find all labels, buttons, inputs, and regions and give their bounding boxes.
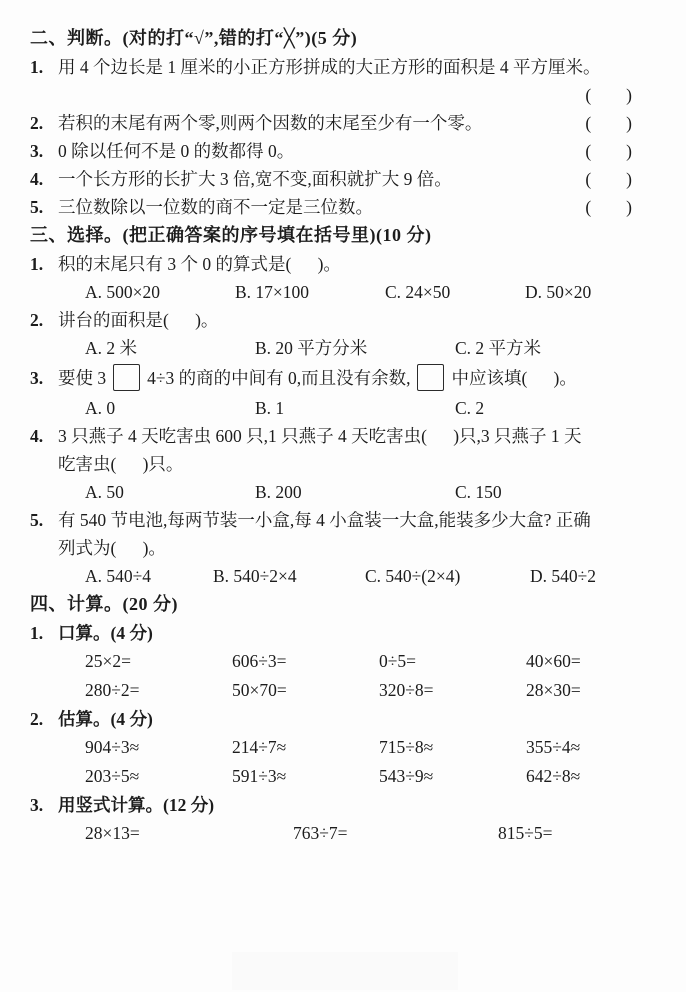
choice-item-1-option-a: A. 500×20 bbox=[85, 282, 161, 302]
choice-item-3-blank-box-2 bbox=[417, 364, 444, 391]
oral-calc-expr: 25×2= bbox=[85, 651, 131, 671]
choice-item-5-line2: 列式为( )。 bbox=[58, 538, 166, 558]
oral-calc-expr: 320÷8= bbox=[379, 680, 434, 700]
judge-item-2-answer-bracket: ( ) bbox=[585, 113, 632, 133]
scan-artifact bbox=[232, 952, 458, 990]
choice-item-3-option-c: C. 2 bbox=[455, 398, 485, 418]
calc-sub-3-title: 用竖式计算。(12 分) bbox=[58, 795, 215, 815]
calc-sub-1-number: 1. bbox=[30, 623, 44, 643]
judge-item-4-text: 一个长方形的长扩大 3 倍,宽不变,面积就扩大 9 倍。 bbox=[58, 169, 452, 189]
choice-item-4-option-b: B. 200 bbox=[255, 482, 302, 502]
choice-item-4 bbox=[30, 422, 678, 478]
choice-item-4-text bbox=[58, 422, 678, 478]
choice-item-5-option-b: B. 540÷2×4 bbox=[213, 566, 297, 586]
choice-item-3-option-a: A. 0 bbox=[85, 398, 116, 418]
oral-calc-expr: 28×30= bbox=[526, 680, 581, 700]
choice-item-5-option-d: D. 540÷2 bbox=[530, 566, 596, 586]
choice-item-3 bbox=[30, 362, 678, 394]
oral-calc-row-1 bbox=[85, 647, 678, 676]
estimate-calc-row-1 bbox=[85, 733, 678, 762]
choice-item-4-number: 4. bbox=[30, 426, 44, 446]
choice-item-5-text bbox=[58, 506, 678, 562]
section4-title: 四、计算。(20 分) bbox=[30, 594, 178, 614]
choice-item-5-option-c: C. 540÷(2×4) bbox=[365, 566, 461, 586]
judge-item-5 bbox=[30, 193, 678, 221]
judge-item-3-answer-bracket: ( ) bbox=[585, 141, 632, 161]
judge-item-4 bbox=[30, 165, 678, 193]
choice-item-3-number: 3. bbox=[30, 368, 44, 388]
choice-item-2-options bbox=[85, 334, 678, 362]
judge-item-1 bbox=[30, 53, 678, 81]
choice-item-3-option-b: B. 1 bbox=[255, 398, 285, 418]
oral-calc-expr: 50×70= bbox=[232, 680, 287, 700]
choice-item-5-options bbox=[85, 562, 678, 590]
choice-item-2-option-c: C. 2 平方米 bbox=[455, 338, 542, 358]
estimate-calc-expr: 642÷8≈ bbox=[526, 766, 581, 786]
choice-item-1-options bbox=[85, 278, 678, 306]
judge-item-1-text: 用 4 个边长是 1 厘米的小正方形拼成的大正方形的面积是 4 平方厘米。 bbox=[58, 57, 601, 77]
estimate-calc-expr: 203÷5≈ bbox=[85, 766, 140, 786]
judge-item-2-text: 若积的末尾有两个零,则两个因数的末尾至少有一个零。 bbox=[58, 113, 483, 133]
oral-calc-row-2 bbox=[85, 676, 678, 705]
choice-item-3-text-mid: 4÷3 的商的中间有 0,而且没有余数, bbox=[147, 368, 411, 388]
choice-item-1-option-d: D. 50×20 bbox=[525, 282, 592, 302]
calc-sub-2-number: 2. bbox=[30, 709, 44, 729]
judge-item-4-number: 4. bbox=[30, 169, 44, 189]
judge-item-1-number: 1. bbox=[30, 57, 44, 77]
section3-title: 三、选择。(把正确答案的序号填在括号里)(10 分) bbox=[30, 225, 432, 245]
oral-calc-expr: 606÷3= bbox=[232, 651, 287, 671]
choice-item-4-option-a: A. 50 bbox=[85, 482, 124, 502]
section2-title: 二、判断。(对的打“√”,错的打“╳”)(5 分) bbox=[30, 28, 358, 48]
vertical-calc-expr: 815÷5= bbox=[498, 823, 553, 843]
vertical-calc-expr: 28×13= bbox=[85, 823, 140, 843]
calc-sub-3-header bbox=[30, 791, 678, 819]
choice-item-3-options bbox=[85, 394, 678, 422]
judge-item-2 bbox=[30, 109, 678, 137]
choice-item-1-number: 1. bbox=[30, 254, 44, 274]
choice-item-4-options bbox=[85, 478, 678, 506]
judge-item-4-answer-bracket: ( ) bbox=[585, 169, 632, 189]
calc-sub-1-header bbox=[30, 619, 678, 647]
choice-item-3-text bbox=[58, 362, 678, 394]
choice-item-2-option-b: B. 20 平方分米 bbox=[255, 338, 368, 358]
judge-item-1-answer-bracket: ( ) bbox=[585, 85, 632, 105]
vertical-calc-row bbox=[85, 819, 678, 848]
estimate-calc-expr: 715÷8≈ bbox=[379, 737, 434, 757]
choice-item-3-text-after: 中应该填( )。 bbox=[451, 368, 577, 388]
judge-item-3 bbox=[30, 137, 678, 165]
choice-item-1-option-b: B. 17×100 bbox=[235, 282, 310, 302]
choice-item-1-option-c: C. 24×50 bbox=[385, 282, 451, 302]
estimate-calc-expr: 591÷3≈ bbox=[232, 766, 287, 786]
choice-item-2-number: 2. bbox=[30, 310, 44, 330]
estimate-calc-expr: 355÷4≈ bbox=[526, 737, 581, 757]
choice-item-2 bbox=[30, 306, 678, 334]
choice-item-1-text: 积的末尾只有 3 个 0 的算式是( )。 bbox=[58, 254, 341, 274]
judge-item-2-number: 2. bbox=[30, 113, 44, 133]
choice-item-5-number: 5. bbox=[30, 510, 44, 530]
choice-item-4-line2: 吃害虫( )只。 bbox=[58, 454, 184, 474]
oral-calc-expr: 280÷2= bbox=[85, 680, 140, 700]
judge-item-5-text: 三位数除以一位数的商不一定是三位数。 bbox=[58, 197, 373, 217]
oral-calc-expr: 0÷5= bbox=[379, 651, 416, 671]
vertical-calc-expr: 763÷7= bbox=[293, 823, 348, 843]
judge-item-5-number: 5. bbox=[30, 197, 44, 217]
calc-sub-1-title: 口算。(4 分) bbox=[58, 623, 153, 643]
choice-item-5-line1: 有 540 节电池,每两节装一小盒,每 4 小盒装一大盒,能装多少大盒? 正确 bbox=[58, 510, 591, 530]
judge-item-3-text: 0 除以任何不是 0 的数都得 0。 bbox=[58, 141, 295, 161]
choice-item-4-option-c: C. 150 bbox=[455, 482, 502, 502]
choice-item-3-text-before: 要使 3 bbox=[58, 368, 107, 388]
estimate-calc-expr: 543÷9≈ bbox=[379, 766, 434, 786]
choice-item-5-option-a: A. 540÷4 bbox=[85, 566, 151, 586]
estimate-calc-row-2 bbox=[85, 762, 678, 791]
choice-item-2-text: 讲台的面积是( )。 bbox=[58, 310, 219, 330]
choice-item-2-option-a: A. 2 米 bbox=[85, 338, 138, 358]
estimate-calc-expr: 904÷3≈ bbox=[85, 737, 140, 757]
calc-sub-2-title: 估算。(4 分) bbox=[58, 709, 153, 729]
calc-sub-2-header bbox=[30, 705, 678, 733]
oral-calc-expr: 40×60= bbox=[526, 651, 581, 671]
choice-item-1 bbox=[30, 250, 678, 278]
choice-item-5 bbox=[30, 506, 678, 562]
choice-item-3-blank-box-1 bbox=[113, 364, 140, 391]
calc-sub-3-number: 3. bbox=[30, 795, 44, 815]
judge-item-3-number: 3. bbox=[30, 141, 44, 161]
choice-item-4-line1: 3 只燕子 4 天吃害虫 600 只,1 只燕子 4 天吃害虫( )只,3 只燕子 1 天 bbox=[58, 426, 582, 446]
judge-item-5-answer-bracket: ( ) bbox=[585, 197, 632, 217]
estimate-calc-expr: 214÷7≈ bbox=[232, 737, 287, 757]
